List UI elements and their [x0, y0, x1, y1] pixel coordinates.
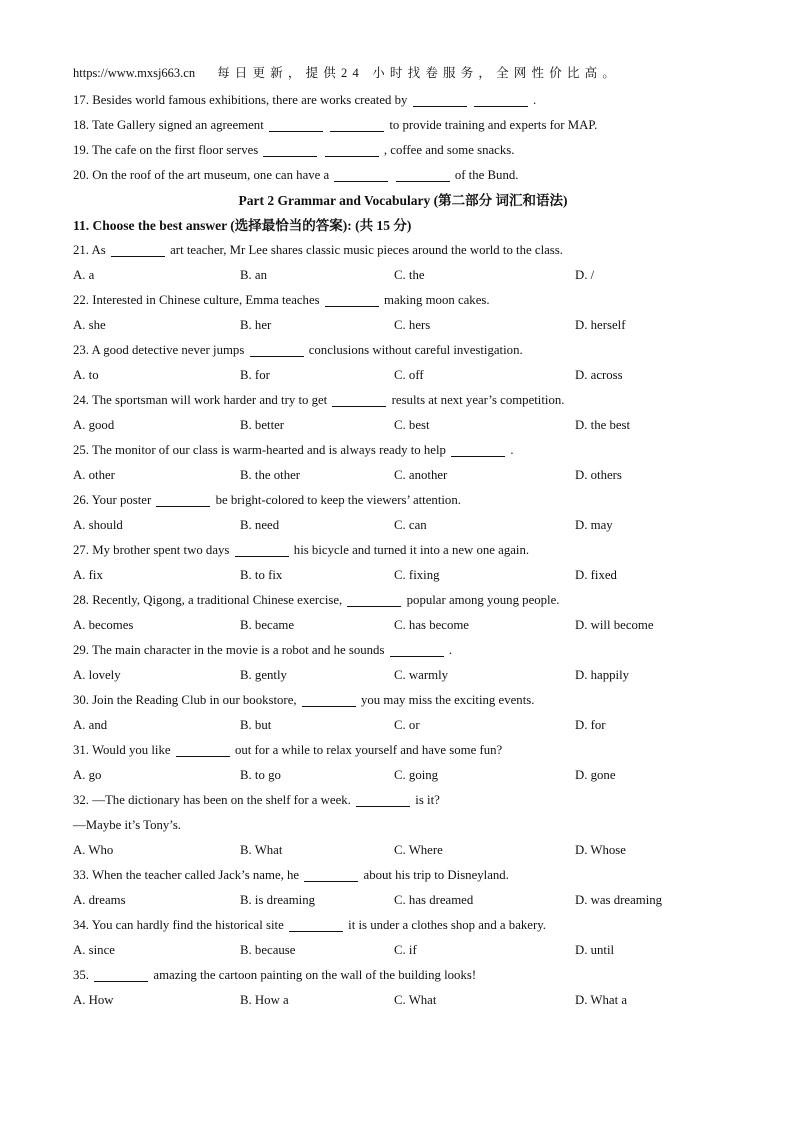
option-c[interactable]: C. another: [394, 468, 448, 482]
question-text-end: conclusions without careful investigation.: [308, 343, 523, 357]
answer-blank[interactable]: [111, 241, 165, 257]
answer-blank[interactable]: [156, 491, 210, 507]
answer-blank[interactable]: [176, 741, 230, 757]
answer-blank[interactable]: [413, 91, 467, 107]
option-a[interactable]: A. other: [73, 468, 115, 482]
option-b[interactable]: B. but: [240, 718, 272, 732]
question-text-end: you may miss the exciting events.: [360, 693, 535, 707]
option-d[interactable]: D. may: [575, 518, 613, 532]
question-stem: [73, 238, 733, 263]
option-b[interactable]: B. her: [240, 318, 272, 332]
question-text: 31. Would you like: [73, 743, 171, 757]
page-header: [73, 63, 733, 81]
answer-blank[interactable]: [325, 291, 379, 307]
option-b[interactable]: B. What: [240, 843, 283, 857]
option-a[interactable]: A. she: [73, 318, 106, 332]
header-url[interactable]: https://www.mxsj663.cn: [73, 66, 196, 80]
option-c[interactable]: C. warmly: [394, 668, 449, 682]
option-a[interactable]: A. dreams: [73, 893, 126, 907]
option-c[interactable]: C. off: [394, 368, 424, 382]
question-stem: [73, 588, 733, 613]
fill-item: [73, 163, 733, 188]
option-c[interactable]: C. has become: [394, 618, 469, 632]
option-d[interactable]: D. across: [575, 368, 623, 382]
option-c[interactable]: C. the: [394, 268, 425, 282]
answer-blank[interactable]: [330, 116, 384, 132]
fill-item-text: 19. The cafe on the first floor serves: [73, 143, 259, 157]
option-c[interactable]: C. going: [394, 768, 439, 782]
option-a[interactable]: A. fix: [73, 568, 103, 582]
answer-blank[interactable]: [269, 116, 323, 132]
question-stem: [73, 538, 733, 563]
option-d[interactable]: D. happily: [575, 668, 630, 682]
option-c[interactable]: C. best: [394, 418, 430, 432]
answer-options: [73, 763, 733, 788]
question-stem: [73, 788, 733, 813]
option-b[interactable]: B. because: [240, 943, 296, 957]
header-slogan: 每日更新，提供24 小时找卷服务，全网性价比高。: [217, 66, 621, 80]
fill-item-text: 17. Besides world famous exhibitions, there are works created by: [73, 93, 408, 107]
option-a[interactable]: A. becomes: [73, 618, 134, 632]
option-b[interactable]: B. need: [240, 518, 280, 532]
answer-blank[interactable]: [250, 341, 304, 357]
option-d[interactable]: D. others: [575, 468, 622, 482]
question-text-end: about his trip to Disneyland.: [363, 868, 509, 882]
question-stem: [73, 863, 733, 888]
question-text: 35.: [73, 968, 89, 982]
question-text: 34. You can hardly find the historical site: [73, 918, 284, 932]
question-text-end: popular among young people.: [406, 593, 560, 607]
question-text: 21. As: [73, 243, 106, 257]
answer-options: [73, 513, 733, 538]
answer-blank[interactable]: [94, 966, 148, 982]
option-d[interactable]: D. was dreaming: [575, 893, 663, 907]
option-b[interactable]: B. better: [240, 418, 285, 432]
question-text: 28. Recently, Qigong, a traditional Chinese exercise,: [73, 593, 343, 607]
question-stem: [73, 338, 733, 363]
question-text-end: his bicycle and turned it into a new one again.: [293, 543, 530, 557]
answer-blank[interactable]: [289, 916, 343, 932]
option-a[interactable]: A. How: [73, 993, 114, 1007]
option-d[interactable]: D. gone: [575, 768, 616, 782]
question-stem: [73, 688, 733, 713]
question-text: 26. Your poster: [73, 493, 152, 507]
answer-blank[interactable]: [474, 91, 528, 107]
answer-blank[interactable]: [396, 166, 450, 182]
question-stem: [73, 913, 733, 938]
answer-blank[interactable]: [263, 141, 317, 157]
question-text: 32. —The dictionary has been on the shelf for a week.: [73, 793, 351, 807]
answer-options: [73, 463, 733, 488]
option-b[interactable]: B. became: [240, 618, 295, 632]
answer-blank[interactable]: [356, 791, 410, 807]
question-text-end: results at next year’s competition.: [391, 393, 565, 407]
fill-item: [73, 88, 733, 113]
option-c[interactable]: C. if: [394, 943, 417, 957]
question-text-end: it is under a clothes shop and a bakery.: [348, 918, 546, 932]
option-b[interactable]: B. is dreaming: [240, 893, 315, 907]
option-b[interactable]: B. for: [240, 368, 270, 382]
answer-options: [73, 263, 733, 288]
answer-options: [73, 563, 733, 588]
option-b[interactable]: B. to go: [240, 768, 281, 782]
question-text-end: .: [510, 443, 514, 457]
option-c[interactable]: C. can: [394, 518, 427, 532]
option-a[interactable]: A. go: [73, 768, 102, 782]
option-d[interactable]: D. What a: [575, 993, 627, 1007]
question-text-end: art teacher, Mr Lee shares classic music pieces around the world to the class.: [170, 243, 563, 257]
option-b[interactable]: B. How a: [240, 993, 289, 1007]
question-text-end: amazing the cartoon painting on the wall of the building looks!: [153, 968, 477, 982]
answer-blank[interactable]: [334, 166, 388, 182]
question-text: 33. When the teacher called Jack’s name, he: [73, 868, 300, 882]
question-stem: [73, 738, 733, 763]
answer-blank[interactable]: [332, 391, 386, 407]
option-b[interactable]: B. an: [240, 268, 268, 282]
answer-options: [73, 938, 733, 963]
answer-options: [73, 363, 733, 388]
exam-content: [73, 88, 733, 1013]
option-c[interactable]: C. What: [394, 993, 437, 1007]
fill-item-text-end: of the Bund.: [454, 168, 519, 182]
fill-item-text: 18. Tate Gallery signed an agreement: [73, 118, 264, 132]
option-a[interactable]: A. should: [73, 518, 123, 532]
answer-options: [73, 838, 733, 863]
option-a[interactable]: A. to: [73, 368, 99, 382]
answer-blank[interactable]: [302, 691, 356, 707]
question-text: 30. Join the Reading Club in our bookstore,: [73, 693, 297, 707]
option-d[interactable]: D. for: [575, 718, 606, 732]
question-text-end: is it?: [415, 793, 440, 807]
question-text-end: .: [448, 643, 453, 657]
answer-options: [73, 663, 733, 688]
option-d[interactable]: D. /: [575, 268, 595, 282]
question-text: 22. Interested in Chinese culture, Emma teaches: [73, 293, 320, 307]
option-d[interactable]: D. will become: [575, 618, 654, 632]
fill-item-text-end: to provide training and experts for MAP.: [389, 118, 598, 132]
answer-options: [73, 613, 733, 638]
question-text-end: be bright-colored to keep the viewers’ attention.: [215, 493, 461, 507]
question-stem: [73, 388, 733, 413]
option-c[interactable]: C. has dreamed: [394, 893, 474, 907]
answer-blank[interactable]: [235, 541, 289, 557]
option-a[interactable]: A. and: [73, 718, 108, 732]
option-c[interactable]: C. or: [394, 718, 420, 732]
option-d[interactable]: D. fixed: [575, 568, 617, 582]
option-a[interactable]: A. a: [73, 268, 95, 282]
question-text-end: making moon cakes.: [384, 293, 490, 307]
question-text: 29. The main character in the movie is a robot and he sounds: [73, 643, 385, 657]
fill-item-text-end: , coffee and some snacks.: [383, 143, 515, 157]
option-c[interactable]: C. hers: [394, 318, 431, 332]
question-text: 25. The monitor of our class is warm-hearted and is always ready to help: [73, 443, 446, 457]
option-b[interactable]: B. the other: [240, 468, 301, 482]
question-stem: [73, 438, 733, 463]
answer-blank[interactable]: [347, 591, 401, 607]
answer-options: [73, 988, 733, 1013]
answer-blank[interactable]: [304, 866, 358, 882]
question-text: 27. My brother spent two days: [73, 543, 230, 557]
option-d[interactable]: D. until: [575, 943, 615, 957]
fill-item-text: 20. On the roof of the art museum, one can have a: [73, 168, 330, 182]
option-d[interactable]: D. Whose: [575, 843, 626, 857]
option-b[interactable]: B. to fix: [240, 568, 283, 582]
part-title: Part 2 Grammar and Vocabulary (第二部分 词汇和语法): [238, 193, 568, 208]
option-c[interactable]: C. Where: [394, 843, 443, 857]
question-stem: [73, 488, 733, 513]
option-a[interactable]: A. good: [73, 418, 115, 432]
question-text-end: out for a while to relax yourself and have some fun?: [234, 743, 503, 757]
fill-item: [73, 138, 733, 163]
question-stem: [73, 638, 733, 663]
question-stem: [73, 963, 733, 988]
answer-options: [73, 413, 733, 438]
option-a[interactable]: A. since: [73, 943, 115, 957]
option-c[interactable]: C. fixing: [394, 568, 440, 582]
answer-blank[interactable]: [325, 141, 379, 157]
answer-options: [73, 313, 733, 338]
option-a[interactable]: A. lovely: [73, 668, 121, 682]
section-title: 11. Choose the best answer (选择最恰当的答案): (共 15 分): [73, 218, 412, 233]
answer-blank[interactable]: [390, 641, 444, 657]
fill-item: [73, 113, 733, 138]
question-text: 24. The sportsman will work harder and try to get: [73, 393, 328, 407]
question-stem: [73, 288, 733, 313]
option-b[interactable]: B. gently: [240, 668, 287, 682]
fill-item-text-end: .: [533, 93, 537, 107]
question-text: 23. A good detective never jumps: [73, 343, 245, 357]
option-a[interactable]: A. Who: [73, 843, 114, 857]
option-d[interactable]: D. the best: [575, 418, 631, 432]
answer-options: [73, 888, 733, 913]
answer-options: [73, 713, 733, 738]
answer-blank[interactable]: [451, 441, 505, 457]
dialogue-reply: —Maybe it’s Tony’s.: [73, 818, 181, 832]
option-d[interactable]: D. herself: [575, 318, 626, 332]
